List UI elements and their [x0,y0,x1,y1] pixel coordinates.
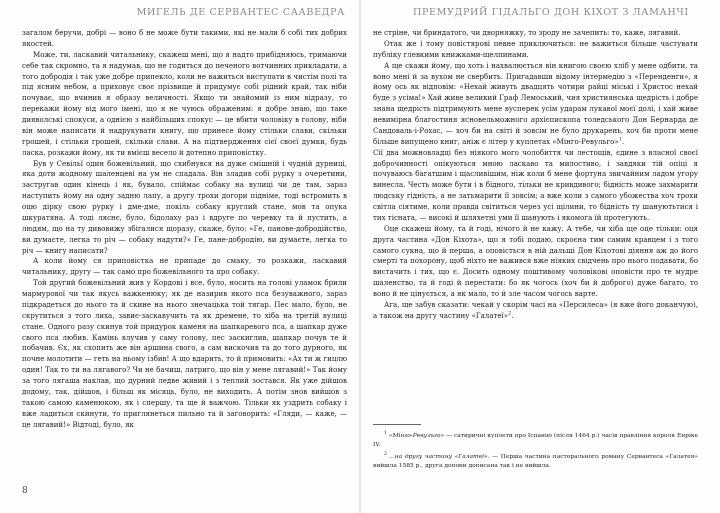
page-number: 8 [22,486,28,496]
paragraph: Оце скажеш йому, та й годі, нічого й не кажу. А тебе, чи хіба ще оце тільки: оця друга частина «Дон Кіхота», що я тобі подаю, скроєна тим самим кравцем і з того самого сукна, що й перша, а оповісться в ній дальші Дон Кіхотові діяння аж до його смерті та похорону, щоб ніхто не важився вже ніяких свідчень про нього подавати, бо вистачить і тих, що є. Досить одному поштивому чоловікові оповісти про те мудре шаленство, та й годі й перестати: бо як чогось (хоч би й доброго) дуже багато, то воно й не цінується, а як мало, то й зле часом чогось варте. [373,223,698,298]
paragraph: Отак же і тому повістярові певне приключиться: не важиться більше частувати публіку глевкими книжками-щелпинами. [373,38,698,59]
paragraph-text: Ага, ще забув сказати: чекай у скорім часі на «Персилеса» (я вже його доканчую), а також на другу частину «Галатеї» [373,299,698,320]
footnote-rule [373,424,421,425]
paragraph: А коли йому ся приповістка не припаде до смаку, то розкажи, ласкавий читальнику, другу — так само про божевільного та про собаку. [22,256,347,277]
paragraph: Був у Севільї один божевільний, що схибнувся на дуже смішній і чудній дурниці, яка доти жодному шаленцеві на ум не спадала. Він зладив собі рурку з очеретини, застругав один кінець і як, бувало, спіймає собаку на вулиці чи де там, зараз наступить йому на одну задню лапу, а другу трохи догори підніме, тоді встромить в оцю дірку свою рурку і дме-дме, покіль собаку круглий стане, мов та опука шкуратяна. А тоді ляснє, було, бідолаху раз і вдруге по черевку та й пустить, а людям, що на ту дивовижу збігалися щоразу, скаже, було: «Ге, панове-добродійство, ви думаєте, легка то річ — собаку надути?» Ге, пане-добродію, ви думаєте, легка то річ — книгу написати? [22,158,347,255]
running-head-title: ПРЕМУДРИЙ ГІДАЛЬГО ДОН КІХОТ З ЛАМАНЧІ [413,7,689,18]
paragraph: А ще скажи йому, що хоть і нахвалюється він книгою своєю хліб у мене одбити, та воно мені й за вухом не свербить. Пригадавши відому інтермедію з «Перенденги», я йому ось як відповім: «Нехай живуть двадцять чотири райці міські і Христос нехай буде з усіма!» Хай живе великий Граф Лемоський, чия християнська щедрість і добре знана щедрість підтримують мене вусперек усім ударам лукавої моєї долі, і хай живе невимірна благостиня ясновельможного архієпископа толедського Дон Бернарда де Сандоваль-і-Рохас, — хоч би на світі й зовсім не було друкарень, хоч би проти мене більше випущено книг, аніж є літер у куплетах «Мінго-Ревульго»$^1$. [373,60,698,146]
paragraph: загалом беручи, добрі — воно б не може бути такими, які не мали б собі тих добрих якостей. [22,28,347,48]
footnote-reference: 1 [618,136,622,143]
left-body-text [22,28,347,430]
footnote [373,432,698,450]
footnotes [373,432,698,474]
footnote-text: — сатиричні куплети про Іспанію (після 1464 р.) часів правління короля Енріке IV. [373,433,698,448]
paragraph: Сії два можновладці без ніякого мого чолобиття чи лестощів, єдине з власної своєї доброчинності опікуються мною ласкаво та милостиво, і завдяки тій опіці я почуваюсь багатшим і щасливішим, ніж коли б мене фортуна звичайним ладом угору винесла. Честь може бути і в бідного, тільки не кривдивого; бідність може захмарити людську гідність, а не затьмарити її зовсім; а вже коли з самого убожества хоч трохи світла сіятиме, коли правда світиться через усі щілини, то бідність ту шануютьтися і тих тісната, — високі й шляхетні уми її шанують і якомога їй протегують. [373,147,698,222]
right-page [361,0,720,513]
footnote-text: — Перша частина пасторального роману Сервантеса «Галатея» вийшла 1585 р., друга допоки дописана так і не вийшла. [373,454,698,469]
paragraph: Той другий божевільний жив у Кордові і все, було, носить на голові уламок брили мармурової чи так якусь важкенюку; як де назирив якого пса безуважного, зараз підкрадеться до нього та й скине на нього знечацька той тягар. Пес мало, було, не скрутиться з того лиха, завиє-заскавучить та як дремене, то хіба на третій вулиці стане. Одного разу скинув той придурок каменя на шапкаревого пса, а шапкар дуже свого пса любив. Камінь влучив у саму голову, пес заскиглив, шапкар почув те й побачив. Єх, як схопить же він аршина свого, а сам вискочив та до того дурного, як почне молотити — геть на ньому ізбив! А що вдарить, то й примовить: «Ах ти ж гицлю один! Так то ти на лягавого? Чи не бачиш, латриго, що він у мене лягавий!» Так йому за того лягаша наклав, що дурний ледве живий і з теплий зостався. Як уже дійшов додому, так, дійшов, і більш як місяць, було, не виходить. А потім знов вийшов з такою самою каменюкою, як і спершу, та ще й важчою. Тільки як уздрить собаку і вже ладиться скинути, то приглянеться пильно та й заговорить: «Гляди, — каже, — це лягавий!» Відтоді, було, як [22,278,348,429]
paragraph: Може, ти, ласкавий читальнику, скажеш мені, що я надто прибідняюсь, тримаючи себе так скромно, та я надумав, що не годиться до печеного вотчинних прикладати, а того добродія і так уже добре припекло, коли не важиться виступати в чистім полі та під ясним небом, а приховує своє прізвище й придумує собі рідний край, так ніби почуває, що вчинив я образу величності. Якщо ти знайомий із ним відразу, то перекажи йому від мого імені, що я не чуюсь ображеним: я добре знаю, що таке дияволські спокуси, а однією з найбільших спокус — це вбити чоловіку в голову, ніби він може написати й надрукувати книгу, що принесе йому стільки слави, скільки грошей, і стільки грошей, скільки слави. А на підтвердження сієї своєї думки, будь ласка, розкажи йому, як ти вмієш весело й дотепно приповістку. [22,49,347,157]
left-page [0,0,359,513]
footnote-number: 2 [384,452,387,458]
right-body-text [373,28,698,322]
footnote-reference: 2 [508,310,512,317]
footnote-term: «Мінго-Ревульго» [388,433,445,439]
running-head-author: МИГЕЛЬ ДЕ СЕРВАНТЕС СААВЕДРА [136,7,345,18]
footnote [373,453,698,471]
footnote-term: …на другу частину «Галатеї». [388,454,490,460]
paragraph: Ага, ще забув сказати: чекай у скорім часі на «Персилеса» (я вже його доканчую), а також на другу частину «Галатеї»$^2$. [373,299,698,320]
paragraph: не стріне, чи бриндатого, чи дворняжку, то зроду не зачепить: то, каже, лягавий. [373,28,681,37]
footnote-number: 1 [384,431,387,437]
paragraph-text: А ще скажи йому, що хоть і нахвалюється він книгою своєю хліб у мене одбити, та воно мені й за вухом не свербить. Пригадавши відому інтермедію з «Перенденги», я йому ось як відповім: «Нехай живуть двадцять чотири райці міські і Христос нехай буде з усіма!» Хай живе великий Граф Лемоський, чия християнська щедрість і добре знана щедрість підтримують мене вусперек усім ударам лукавої моєї долі, і хай живе невимірна благостиня ясновельможного архієпископа толедського Дон Бернарда де Сандоваль-і-Рохас, — хоч би на світі й зовсім не було друкарень, хоч би проти мене більше випущено книг, аніж є літер у куплетах «Мінго-Ревульго» [373,60,698,146]
